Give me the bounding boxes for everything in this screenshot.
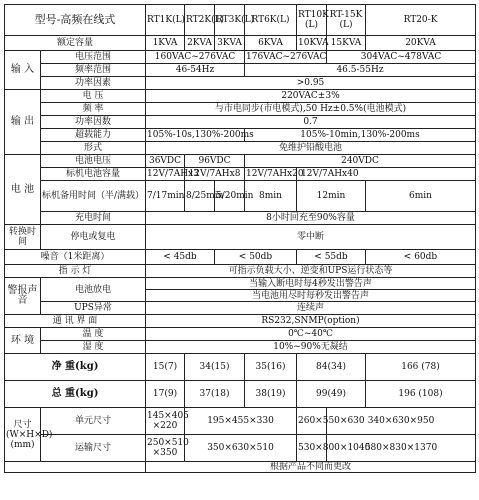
alarm-discharge-v1: 当输入断电时每4秒发出警告声 bbox=[146, 278, 476, 290]
gross-weight-v: 99(49) bbox=[297, 381, 366, 408]
input-voltage-v2: 176VAC~276VAC bbox=[246, 52, 327, 62]
cap-value: 6KVA bbox=[245, 36, 297, 51]
output-freq-label: 频 率 bbox=[41, 103, 146, 116]
rated-capacity-label: 额定容量 bbox=[5, 36, 146, 51]
output-pf-row bbox=[5, 116, 476, 129]
alarm-discharge-v2: 当电池用尽时每秒发出警告声 bbox=[146, 290, 476, 302]
input-voltage-label: 电压范围 bbox=[41, 51, 146, 64]
battery-backup-row bbox=[5, 181, 476, 212]
input-freq-row bbox=[5, 64, 476, 77]
battery-voltage-v: 240VDC bbox=[245, 155, 476, 168]
input-pf-value: >0.95 bbox=[146, 77, 476, 90]
unit-size-row bbox=[5, 408, 476, 435]
input-freq-label: 频率范围 bbox=[41, 64, 146, 77]
input-pf-row bbox=[5, 77, 476, 90]
output-freq-row bbox=[5, 103, 476, 116]
alarm-fault-value: 连续声 bbox=[146, 302, 476, 315]
transfer-label: 停电或复电 bbox=[41, 225, 146, 250]
env-temp-row bbox=[5, 328, 476, 341]
noise-row bbox=[5, 250, 476, 265]
header-row bbox=[5, 5, 476, 36]
output-freq-value: 与市电同步(市电模式),50 Hz±0.5%(电池模式) bbox=[146, 103, 476, 116]
output-overload-v2: 105%-10min,130%-200ms bbox=[245, 129, 476, 142]
battery-capacity-v: 12V/7AHx20 bbox=[246, 169, 304, 179]
battery-voltage-label: 电池电压 bbox=[41, 155, 146, 168]
battery-capacity-v: 12V/7AHx3 bbox=[147, 169, 199, 179]
indicator-label: 指 示 灯 bbox=[5, 265, 146, 278]
gross-weight-v: 37(18) bbox=[185, 381, 245, 408]
net-weight-v: 34(15) bbox=[185, 354, 245, 381]
net-weight-row bbox=[5, 354, 476, 381]
input-freq-v1: 46-54Hz bbox=[146, 64, 245, 77]
model-rt3k: RT3K(L) bbox=[215, 5, 245, 36]
transfer-row bbox=[5, 225, 476, 250]
comm-row bbox=[5, 315, 476, 328]
partial-row bbox=[5, 462, 476, 473]
output-overload-row bbox=[5, 129, 476, 142]
comm-value: RS232,SNMP(option) bbox=[146, 315, 476, 328]
backup-v: 7/17min bbox=[146, 181, 185, 212]
env-temp-value: 0℃~40℃ bbox=[146, 328, 476, 341]
noise-v: < 60db bbox=[366, 250, 476, 265]
model-rt15k: RT-15K (L) bbox=[327, 5, 366, 36]
battery-voltage-v: 36VDC bbox=[146, 155, 185, 168]
gross-weight-label: 总 重(kg) bbox=[5, 381, 146, 408]
model-rt6k: RT6K(L) bbox=[245, 5, 297, 36]
cap-value: 20KVA bbox=[366, 36, 476, 51]
net-weight-v: 166 (78) bbox=[366, 354, 476, 381]
ship-size-v: 250×510 ×350 bbox=[146, 435, 185, 462]
alarm-discharge-row-1 bbox=[5, 278, 476, 290]
battery-charge-row bbox=[5, 212, 476, 225]
output-form-row bbox=[5, 142, 476, 155]
output-voltage-label: 电 压 bbox=[41, 90, 146, 103]
battery-category: 电 池 bbox=[5, 155, 41, 225]
unit-size-label: 单元尺寸 bbox=[41, 408, 146, 435]
indicator-row bbox=[5, 265, 476, 278]
unit-size-v: 260×550×630 bbox=[297, 408, 327, 435]
output-overload-v1: 105%-10s,130%-200ms bbox=[147, 130, 254, 140]
battery-capacity-label: 标机电池容量 bbox=[41, 168, 146, 181]
output-pf-label: 功率因数 bbox=[41, 116, 146, 129]
gross-weight-v: 196 (108) bbox=[366, 381, 476, 408]
cap-value: 2KVA bbox=[185, 36, 215, 51]
unit-size-v: 340×630×950 bbox=[327, 408, 476, 435]
gross-weight-row bbox=[5, 381, 476, 408]
noise-label: 噪音（1米距离） bbox=[5, 250, 146, 265]
ship-size-v: 580×830×1370 bbox=[327, 435, 476, 462]
net-weight-v: 84(34) bbox=[297, 354, 366, 381]
backup-v: 8min bbox=[245, 181, 297, 212]
input-pf-label: 功率因素 bbox=[41, 77, 146, 90]
battery-voltage-v: 96VDC bbox=[185, 155, 245, 168]
battery-capacity-v: 12V/7AHx40 bbox=[297, 168, 476, 181]
unit-size-v: 145×405 ×220 bbox=[146, 408, 185, 435]
transfer-category: 转换时间 bbox=[5, 225, 41, 250]
ship-size-v: 530×800×1040 bbox=[297, 435, 327, 462]
output-form-label: 形式 bbox=[41, 142, 146, 155]
partial-row-blank bbox=[5, 462, 146, 473]
backup-v: 12min bbox=[297, 181, 366, 212]
model-rt1k: RT1K(L) bbox=[146, 5, 185, 36]
noise-v: < 45db bbox=[146, 250, 215, 265]
alarm-category: 警报声音 bbox=[5, 278, 41, 315]
gross-weight-v: 17(9) bbox=[146, 381, 185, 408]
backup-v: 6min bbox=[366, 181, 476, 212]
ups-spec-table bbox=[4, 4, 476, 473]
battery-charge-label: 充电时间 bbox=[41, 212, 146, 225]
model-label: 型号-高频在线式 bbox=[5, 5, 146, 36]
partial-row-text: 根据产品不同而更改 bbox=[146, 462, 476, 473]
model-rt2k: RT2K(L) bbox=[185, 5, 215, 36]
battery-backup-label: 标机备用时间（半/满载） bbox=[41, 181, 146, 212]
battery-capacity-v: 12V/7AHx8 bbox=[185, 168, 245, 181]
unit-size-v: 195×455×330 bbox=[185, 408, 297, 435]
cap-value: 10KVA bbox=[297, 36, 327, 51]
output-voltage-row bbox=[5, 90, 476, 103]
comm-label: 通 讯 界 面 bbox=[5, 315, 146, 328]
output-category: 输 出 bbox=[5, 90, 41, 155]
indicator-value: 可指示负载大小、逆变和UPS运行状态等 bbox=[146, 265, 476, 278]
output-voltage-value: 220VAC±3% bbox=[146, 90, 476, 103]
env-category: 环 境 bbox=[5, 328, 41, 354]
env-humidity-row bbox=[5, 341, 476, 354]
alarm-discharge-label: 电池放电 bbox=[41, 278, 146, 302]
model-rt10k: RT10K (L) bbox=[297, 5, 327, 36]
env-temp-label: 温 度 bbox=[41, 328, 146, 341]
env-humidity-label: 湿 度 bbox=[41, 341, 146, 354]
battery-voltage-row bbox=[5, 155, 476, 168]
cap-value: 3KVA bbox=[215, 36, 245, 51]
backup-v: 5/20min bbox=[215, 181, 245, 212]
noise-v: < 50db bbox=[215, 250, 297, 265]
output-pf-value: 0.7 bbox=[146, 116, 476, 129]
cap-value: 15KVA bbox=[327, 36, 366, 51]
ship-size-row bbox=[5, 435, 476, 462]
input-voltage-row bbox=[5, 51, 476, 64]
input-voltage-v3: 304VAC~478VAC bbox=[327, 51, 476, 64]
ship-size-v: 350×630×510 bbox=[185, 435, 297, 462]
input-freq-v2: 46.5-55Hz bbox=[245, 64, 476, 77]
input-category: 输 入 bbox=[5, 51, 41, 90]
cap-value: 1KVA bbox=[146, 36, 185, 51]
gross-weight-v: 38(19) bbox=[245, 381, 297, 408]
rated-capacity-row bbox=[5, 36, 476, 51]
net-weight-label: 净 重(kg) bbox=[5, 354, 146, 381]
alarm-fault-row bbox=[5, 302, 476, 315]
net-weight-v: 35(16) bbox=[245, 354, 297, 381]
model-rt20k: RT20-K bbox=[366, 5, 476, 36]
ship-size-label: 运输尺寸 bbox=[41, 435, 146, 462]
output-form-value: 免维护铅酸电池 bbox=[146, 142, 476, 155]
input-voltage-v1: 160VAC~276VAC bbox=[146, 51, 245, 64]
noise-v: < 55db bbox=[297, 250, 366, 265]
output-overload-label: 超载能力 bbox=[41, 129, 146, 142]
alarm-fault-label: UPS异常 bbox=[41, 302, 146, 315]
battery-charge-value: 8小时回充至90%容量 bbox=[146, 212, 476, 225]
net-weight-v: 15(7) bbox=[146, 354, 185, 381]
transfer-value: 零中断 bbox=[146, 225, 476, 250]
battery-capacity-row bbox=[5, 168, 476, 181]
backup-v: 8/25min bbox=[185, 181, 215, 212]
dimensions-category: 尺寸(W×H×D)(mm) bbox=[5, 408, 41, 462]
env-humidity-value: 10%~90%无凝结 bbox=[146, 341, 476, 354]
